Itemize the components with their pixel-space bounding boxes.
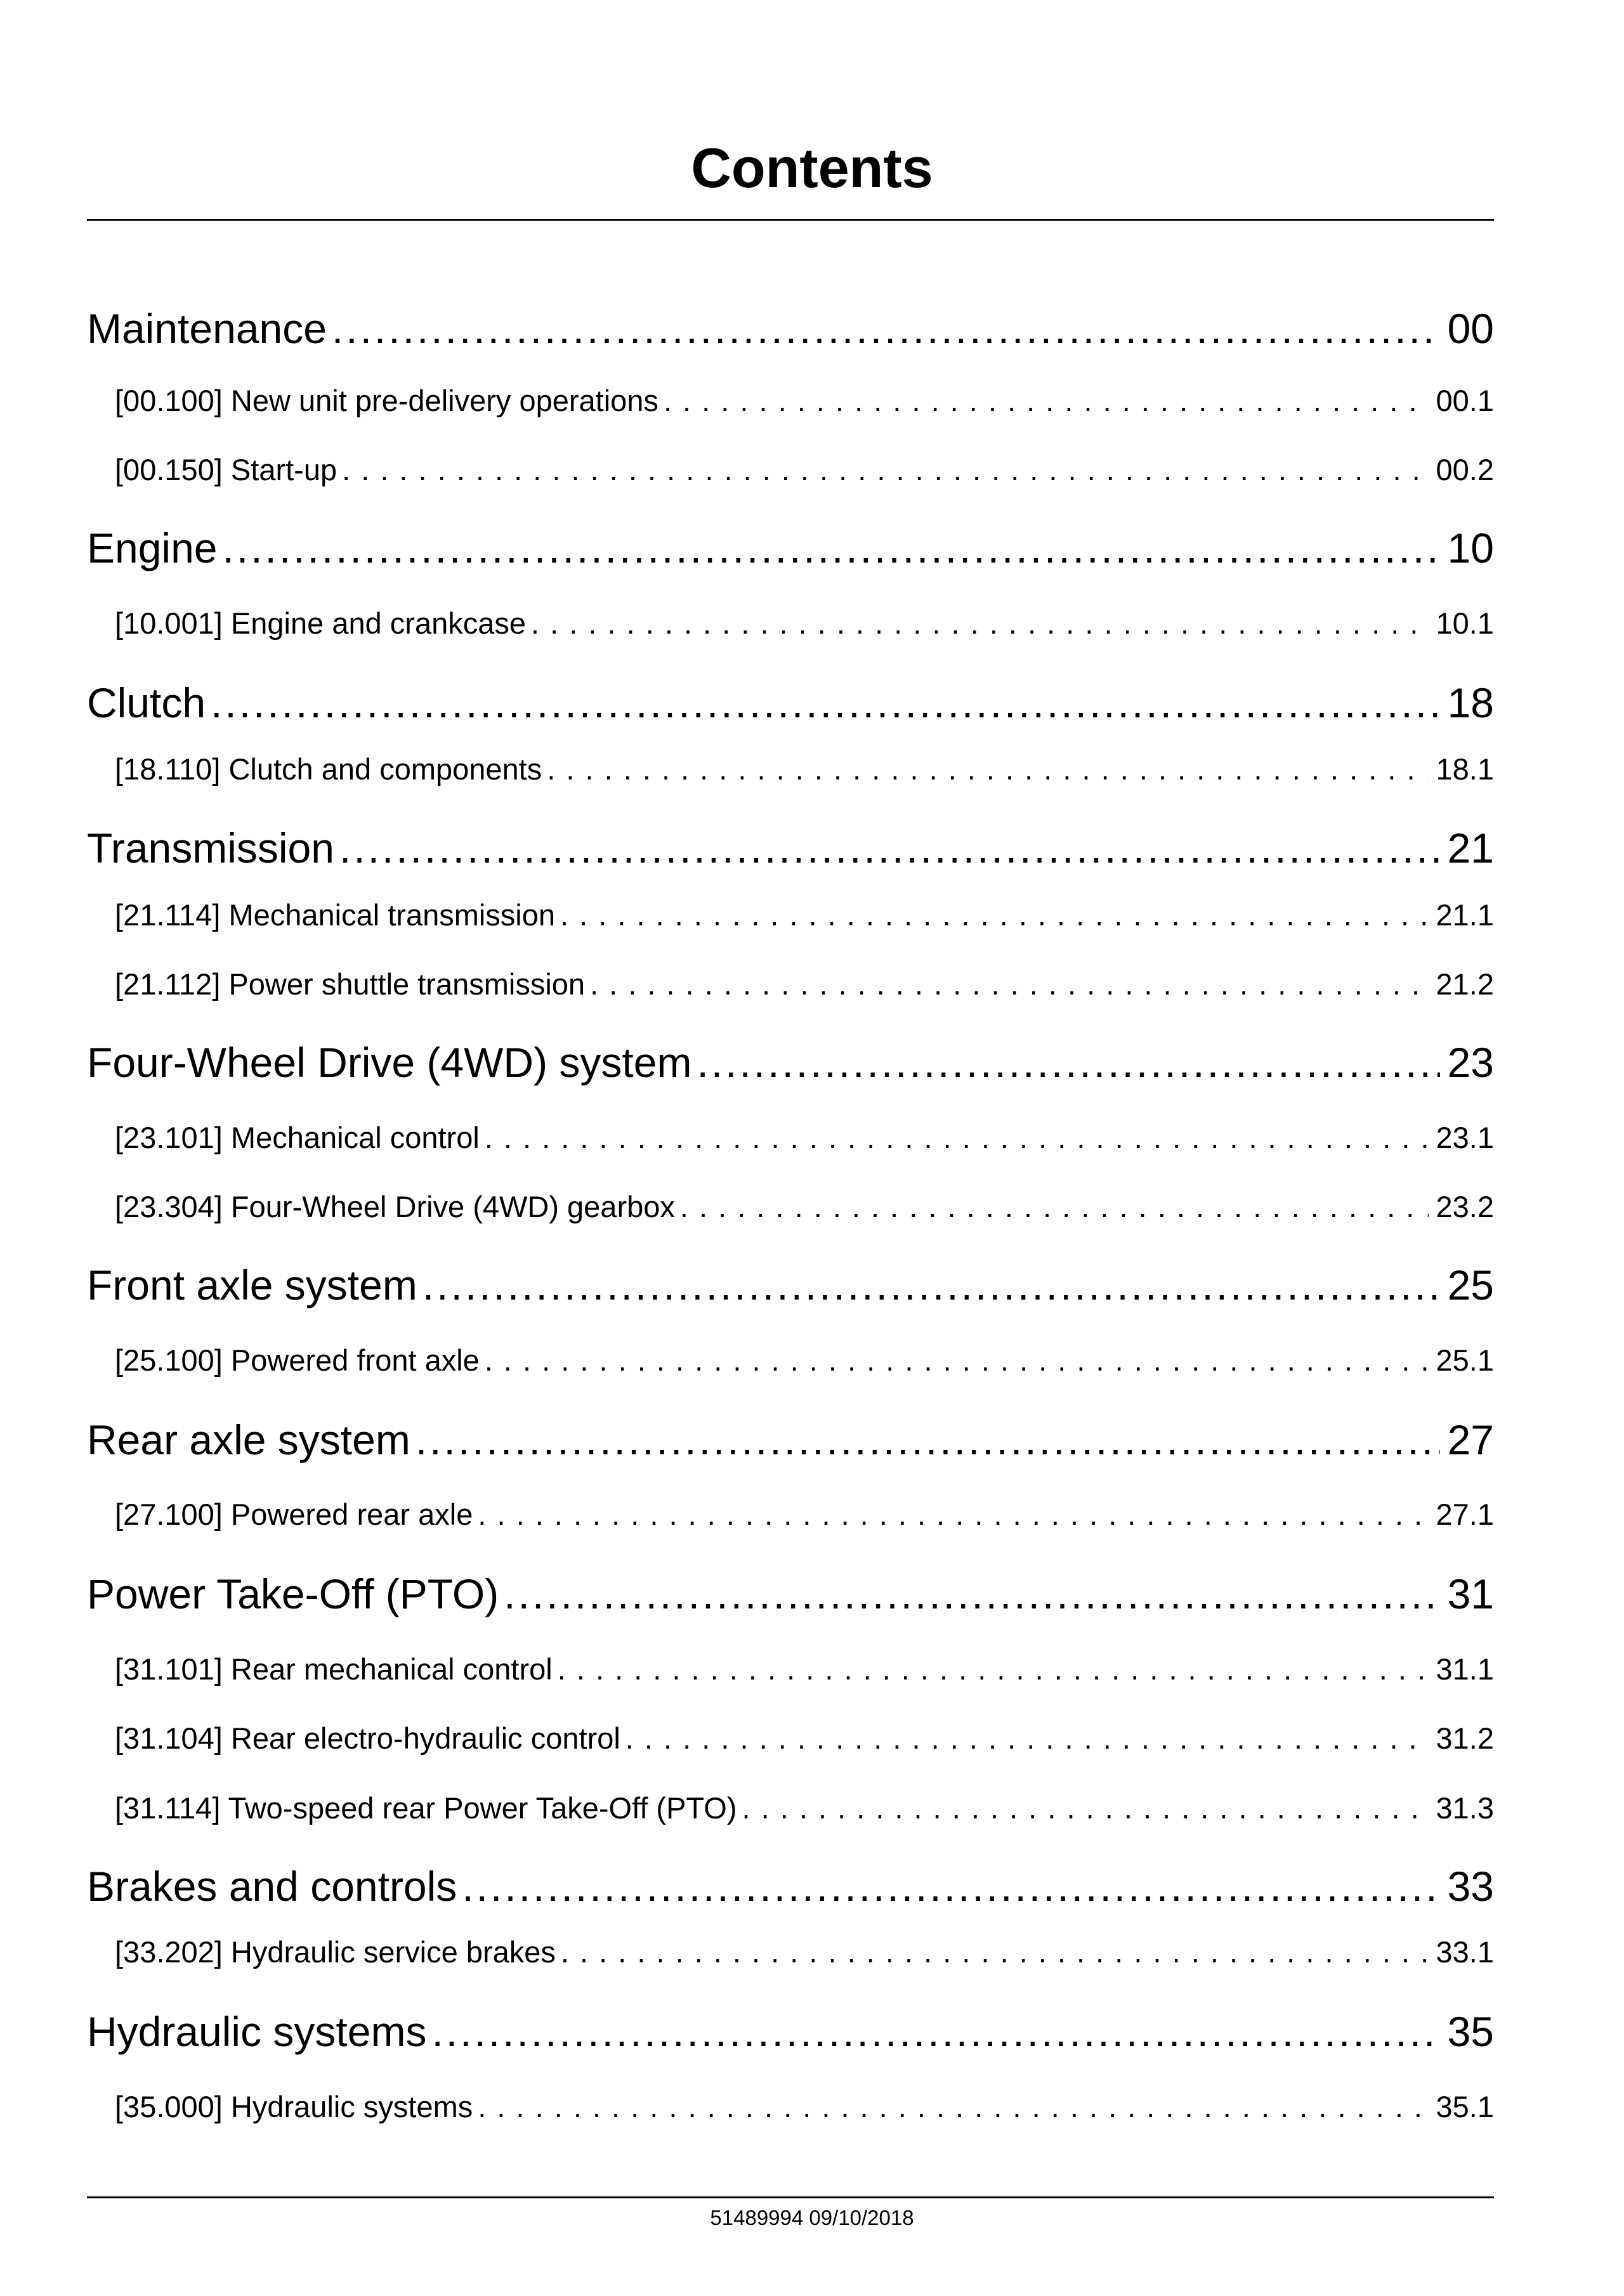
dot-leader: [742, 1789, 1429, 1827]
dot-leader: [625, 1719, 1429, 1758]
dot-leader: [590, 965, 1428, 1003]
table-of-contents: [87, 0, 1494, 2156]
dot-leader: [223, 523, 1440, 573]
dot-leader: [485, 1341, 1429, 1380]
toc-entry-label: [23.101] Mechanical control: [115, 1121, 480, 1154]
dot-leader: [478, 2088, 1428, 2126]
toc-section-maintenance[interactable]: [87, 303, 1494, 354]
dot-leader: [342, 451, 1428, 489]
dot-leader: [680, 1188, 1429, 1226]
dot-leader: [531, 604, 1428, 642]
toc-section-hydraulic[interactable]: [87, 2006, 1494, 2057]
toc-entry-label: [25.100] Powered front axle: [115, 1343, 480, 1377]
toc-section-clutch[interactable]: [87, 677, 1494, 728]
toc-entry-label: [18.110] Clutch and components: [115, 752, 542, 786]
toc-section-front-axle[interactable]: [87, 1260, 1494, 1310]
toc-section-label: Maintenance: [87, 305, 327, 352]
toc-page-number: 00: [1447, 305, 1494, 352]
dot-leader: [211, 677, 1440, 728]
toc-entry-00-100[interactable]: [87, 382, 1494, 420]
toc-section-brakes[interactable]: [87, 1861, 1494, 1912]
toc-entry-31-101[interactable]: [87, 1650, 1494, 1688]
dot-leader: [697, 1037, 1439, 1088]
toc-section-rear-axle[interactable]: [87, 1414, 1494, 1465]
toc-page-number: 10: [1447, 525, 1494, 571]
toc-entry-00-150[interactable]: [87, 451, 1494, 489]
toc-entry-23-304[interactable]: [87, 1188, 1494, 1226]
toc-entry-label: [31.114] Two-speed rear Power Take-Off (PTO): [115, 1791, 737, 1825]
toc-page-number: 27.1: [1436, 1497, 1494, 1531]
toc-entry-31-114[interactable]: [87, 1789, 1494, 1827]
toc-page-number: 31.1: [1436, 1652, 1494, 1686]
toc-entry-label: [31.101] Rear mechanical control: [115, 1652, 553, 1686]
toc-entry-18-110[interactable]: [87, 750, 1494, 788]
toc-page-number: 35: [1447, 2008, 1494, 2055]
toc-section-engine[interactable]: [87, 523, 1494, 573]
toc-section-label: Clutch: [87, 679, 206, 726]
toc-page-number: 27: [1447, 1416, 1494, 1463]
dot-leader: [547, 750, 1428, 788]
dot-leader: [431, 2006, 1439, 2057]
toc-page-number: 18.1: [1436, 752, 1494, 786]
toc-page-number: 25: [1447, 1262, 1494, 1308]
toc-section-label: Brakes and controls: [87, 1863, 457, 1910]
toc-entry-label: [27.100] Powered rear axle: [115, 1497, 473, 1531]
toc-entry-35-000[interactable]: [87, 2088, 1494, 2126]
toc-entry-23-101[interactable]: [87, 1119, 1494, 1157]
dot-leader: [558, 1650, 1429, 1688]
toc-page-number: 18: [1447, 679, 1494, 726]
toc-page-number: 25.1: [1436, 1343, 1494, 1377]
toc-entry-31-104[interactable]: [87, 1719, 1494, 1758]
toc-entry-label: [00.150] Start-up: [115, 453, 337, 486]
toc-page-number: 31.2: [1436, 1721, 1494, 1755]
toc-entry-21-112[interactable]: [87, 965, 1494, 1003]
dot-leader: [332, 303, 1440, 354]
toc-entry-label: [35.000] Hydraulic systems: [115, 2090, 473, 2123]
toc-page-number: 31: [1447, 1570, 1494, 1617]
dot-leader: [560, 896, 1428, 934]
toc-section-4wd[interactable]: [87, 1037, 1494, 1088]
toc-page-number: 23.2: [1436, 1190, 1494, 1223]
toc-entry-label: [33.202] Hydraulic service brakes: [115, 1935, 556, 1969]
toc-entry-label: [23.304] Four-Wheel Drive (4WD) gearbox: [115, 1190, 675, 1223]
toc-page-number: 23: [1447, 1039, 1494, 1086]
toc-page-number: 21.1: [1436, 898, 1494, 932]
dot-leader: [664, 382, 1429, 420]
dot-leader: [561, 1933, 1429, 1971]
toc-entry-25-100[interactable]: [87, 1341, 1494, 1380]
toc-page-number: 00.1: [1436, 384, 1494, 417]
dot-leader: [339, 823, 1440, 873]
toc-page-number: 33: [1447, 1863, 1494, 1910]
toc-section-pto[interactable]: [87, 1569, 1494, 1619]
toc-entry-label: [10.001] Engine and crankcase: [115, 606, 527, 640]
toc-section-label: Transmission: [87, 825, 334, 871]
page-title: Contents: [691, 136, 933, 199]
toc-entry-label: [31.104] Rear electro-hydraulic control: [115, 1721, 620, 1755]
footer-divider: [87, 2196, 1494, 2198]
toc-entry-33-202[interactable]: [87, 1933, 1494, 1971]
toc-section-label: Four-Wheel Drive (4WD) system: [87, 1039, 692, 1086]
dot-leader: [462, 1861, 1439, 1912]
toc-page-number: 21.2: [1436, 967, 1494, 1001]
dot-leader: [422, 1260, 1440, 1310]
toc-section-label: Hydraulic systems: [87, 2008, 427, 2055]
toc-entry-label: [21.114] Mechanical transmission: [115, 898, 556, 932]
toc-section-label: Front axle system: [87, 1262, 417, 1308]
toc-entry-label: [00.100] New unit pre-delivery operations: [115, 384, 658, 417]
toc-page-number: 23.1: [1436, 1121, 1494, 1154]
toc-entry-27-100[interactable]: [87, 1496, 1494, 1534]
toc-page-number: 21: [1447, 825, 1494, 871]
toc-section-label: Engine: [87, 525, 218, 571]
toc-entry-21-114[interactable]: [87, 896, 1494, 934]
toc-section-label: Power Take-Off (PTO): [87, 1570, 499, 1617]
toc-page-number: 00.2: [1436, 453, 1494, 486]
toc-page-number: 33.1: [1436, 1935, 1494, 1969]
footer-document-id: 51489994 09/10/2018: [710, 2206, 914, 2229]
toc-entry-label: [21.112] Power shuttle transmission: [115, 967, 586, 1001]
toc-entry-10-001[interactable]: [87, 604, 1494, 642]
toc-page-number: 31.3: [1436, 1791, 1494, 1825]
toc-page-number: 35.1: [1436, 2090, 1494, 2123]
toc-section-transmission[interactable]: [87, 823, 1494, 873]
dot-leader: [504, 1569, 1439, 1619]
dot-leader: [485, 1119, 1429, 1157]
dot-leader: [416, 1414, 1440, 1465]
dot-leader: [478, 1496, 1428, 1534]
toc-page-number: 10.1: [1436, 606, 1494, 640]
toc-section-label: Rear axle system: [87, 1416, 410, 1463]
